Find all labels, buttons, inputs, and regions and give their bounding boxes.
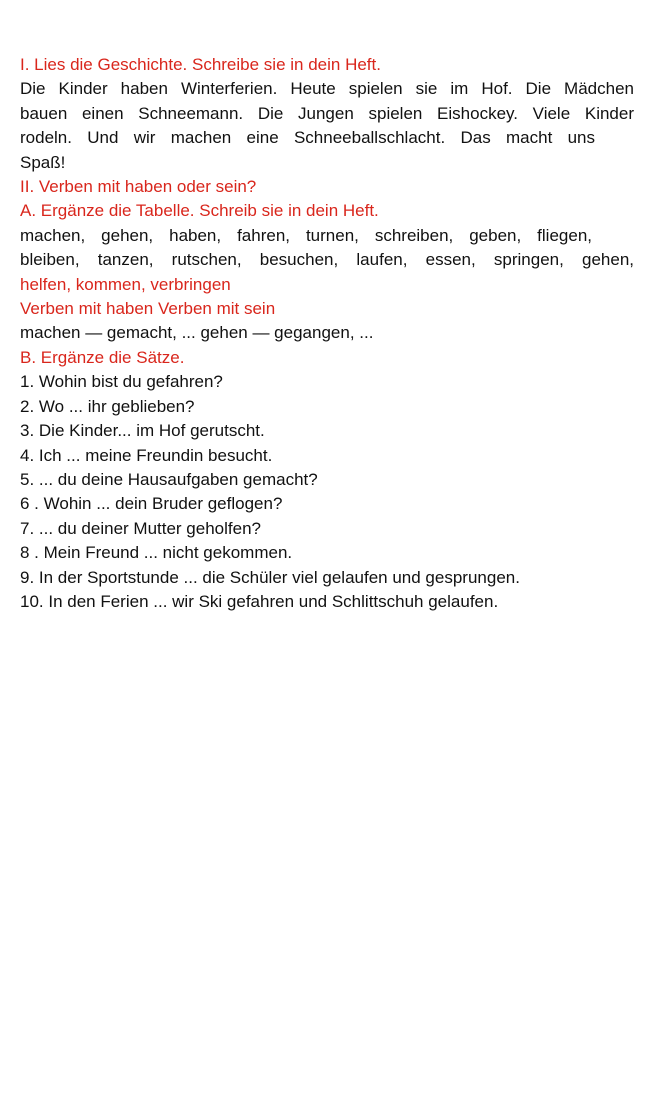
sentence-item: 7. ... du deiner Mutter geholfen?	[20, 518, 261, 538]
story-line: Spaß!	[20, 152, 66, 172]
sentence-item: 3. Die Kinder... im Hof gerutscht.	[20, 421, 265, 441]
sentence-item: 8 . Mein Freund ... nicht gekommen.	[20, 543, 293, 563]
verb-list-line: machen, gehen, haben, fahren, turnen, schreiben, geben, fliegen,	[20, 225, 592, 245]
part-b-heading: B. Ergänze die Sätze.	[20, 347, 185, 367]
sentence-item: 2. Wo ... ihr geblieben?	[20, 396, 195, 416]
sentence-list	[20, 370, 640, 614]
story-line: Die Kinder haben Winterferien. Heute spielen sie im Hof. Die Mädchen	[20, 79, 634, 99]
story-paragraph	[20, 77, 640, 175]
table-header: Verben mit haben Verben mit sein	[20, 299, 276, 319]
verb-list	[20, 224, 640, 297]
verb-list-line: bleiben, tanzen, rutschen, besuchen, laufen, essen, springen, gehen,	[20, 250, 634, 270]
story-line: rodeln. Und wir machen eine Schneeballschlacht. Das macht uns	[20, 128, 595, 148]
verb-list-line-highlighted: helfen, kommen, verbringen	[20, 274, 231, 294]
story-line: bauen einen Schneemann. Die Jungen spielen Eishockey. Viele Kinder	[20, 103, 634, 123]
section1-heading: I. Lies die Geschichte. Schreibe sie in dein Heft.	[20, 55, 381, 74]
sentence-item: 5. ... du deine Hausaufgaben gemacht?	[20, 469, 318, 489]
sentence-item: 1. Wohin bist du gefahren?	[20, 372, 223, 392]
sentence-item: 10. In den Ferien ... wir Ski gefahren und Schlittschuh gelaufen.	[20, 591, 499, 611]
worksheet	[20, 53, 640, 614]
sentence-item: 4. Ich ... meine Freundin besucht.	[20, 445, 273, 465]
sentence-item: 6 . Wohin ... dein Bruder geflogen?	[20, 494, 283, 514]
table-example: machen — gemacht, ... gehen — gegangen, ...	[20, 323, 374, 343]
sentence-item: 9. In der Sportstunde ... die Schüler viel gelaufen und gesprungen.	[20, 567, 520, 587]
section2-heading: II. Verben mit haben oder sein?	[20, 177, 257, 197]
part-a-heading: A. Ergänze die Tabelle. Schreib sie in dein Heft.	[20, 201, 379, 221]
